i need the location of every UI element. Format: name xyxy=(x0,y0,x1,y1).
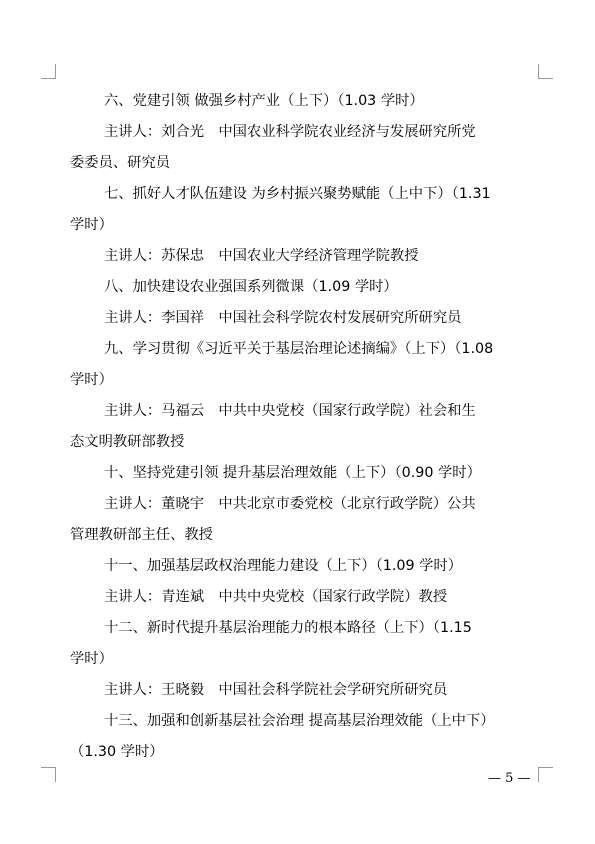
course-title-line: 十三、加强和创新基层社会治理 提高基层治理效能（上中下） xyxy=(104,713,495,729)
crop-mark-bottom-left xyxy=(41,767,56,782)
speaker-line: 主讲人：李国祥 中国社会科学院农村发展研究所研究员 xyxy=(104,310,462,326)
course-title-line: 学时） xyxy=(70,372,113,388)
speaker-line: 主讲人：刘合光 中国农业科学院农业经济与发展研究所党 xyxy=(104,124,476,140)
crop-mark-top-left xyxy=(41,64,56,79)
course-title-line: 十二、新时代提升基层治理能力的根本路径（上下）（1.15 xyxy=(104,620,472,636)
speaker-line: 态文明教研部教授 xyxy=(70,434,185,450)
course-title-line: 七、抓好人才队伍建设 为乡村振兴聚势赋能（上中下）（1.31 xyxy=(104,186,491,202)
course-title-line: 六、党建引领 做强乡村产业（上下）（1.03 学时） xyxy=(104,93,424,109)
speaker-line: 主讲人：青连斌 中共中央党校（国家行政学院）教授 xyxy=(104,589,448,605)
course-title-line: 学时） xyxy=(70,217,113,233)
course-title-line: 学时） xyxy=(70,651,113,667)
speaker-line: 管理教研部主任、教授 xyxy=(70,527,213,543)
page-number: — 5 — xyxy=(488,771,531,786)
speaker-line: 主讲人：苏保忠 中国农业大学经济管理学院教授 xyxy=(104,248,419,264)
speaker-line: 主讲人：马福云 中共中央党校（国家行政学院）社会和生 xyxy=(104,403,476,419)
course-title-line: 八、加快建设农业强国系列微课（1.09 学时） xyxy=(104,279,398,295)
course-title-line: 十、坚持党建引领 提升基层治理效能（上下）（0.90 学时） xyxy=(104,465,481,481)
crop-mark-bottom-right xyxy=(538,767,553,782)
speaker-line: 主讲人：王晓毅 中国社会科学院社会学研究所研究员 xyxy=(104,682,448,698)
course-list xyxy=(70,86,530,768)
crop-mark-top-right xyxy=(538,64,553,79)
course-title-line: 九、学习贯彻《习近平关于基层治理论述摘编》（上下）（1.08 xyxy=(104,341,494,357)
course-title-line: 十一、加强基层政权治理能力建设（上下）（1.09 学时） xyxy=(104,558,463,574)
course-title-line: （1.30 学时） xyxy=(70,744,164,760)
speaker-line: 委委员、研究员 xyxy=(70,155,171,171)
speaker-line: 主讲人：董晓宇 中共北京市委党校（北京行政学院）公共 xyxy=(104,496,476,512)
